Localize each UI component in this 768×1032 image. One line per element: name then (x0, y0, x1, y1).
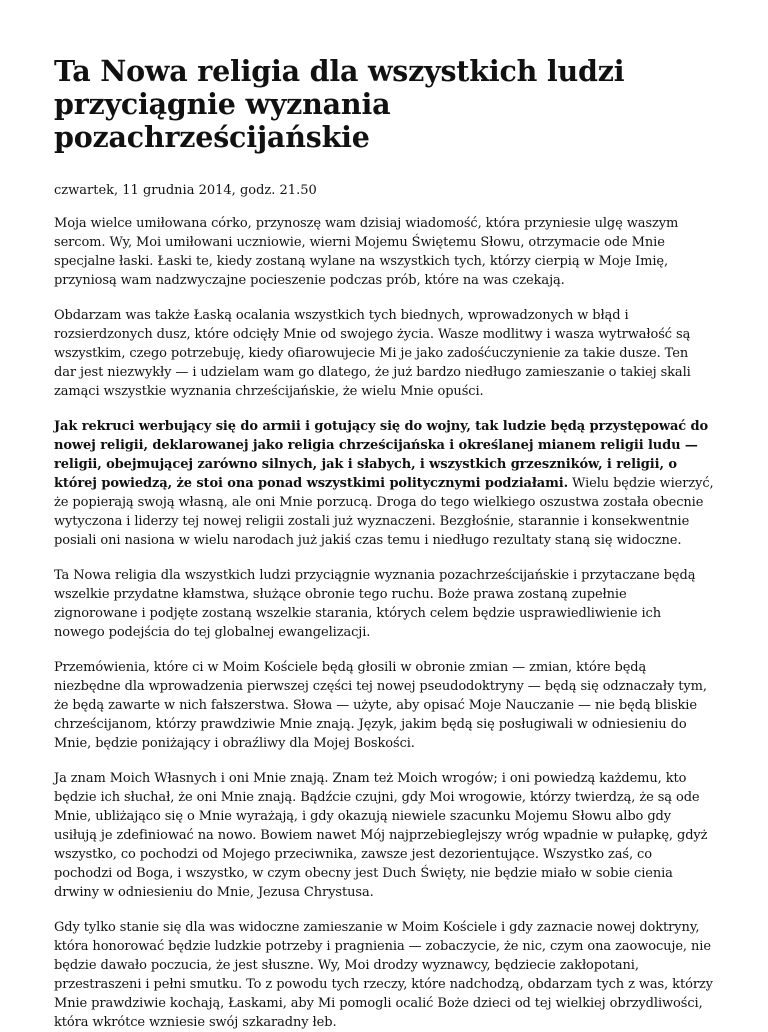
date-line: czwartek, 11 grudnia 2014, godz. 21.50 (54, 183, 317, 198)
title-line-1: Ta Nowa religia dla wszystkich ludzi (54, 54, 625, 88)
paragraph-5: Przemówienia, które ci w Moim Kościele będą głosili w obronie zmian — zmian, które będą niezbędne dla wprowadzenia pierwszej części tej nowej pseudodoktryny — będą się odznaczały tym, że będą zawarte w nich fałszerstwa. Słowa — użyte, aby opisać Moje Nauczanie — nie będą bliskie chrześcijanom, którzy prawdziwie Mnie znają. Język, jakim będą się posługiwali w odniesieniu do Mnie, będzie poniżający i obraźliwy dla Mojej Boskości. (54, 660, 707, 751)
paragraph-4: Ta Nowa religia dla wszystkich ludzi przyciągnie wyznania pozachrześcijańskie i przytaczane będą wszelkie przydatne kłamstwa, służące obronie tego ruchu. Boże prawa zostaną zupełnie zignorowane i podjęte zostaną wszelkie starania, których celem będzie usprawiedliwienie ich nowego podejścia do tej globalnej ewangelizacji. (54, 568, 696, 640)
paragraph-3-bold: Jak rekruci werbujący się do armii i gotujący się do wojny, tak ludzie będą przystępować do nowej religii, deklarowanej jako religia chrześcijańska i określanej mianem religii ludu — religii, obejmującej zarówno silnych, jak i słabych, i wszystkich grzeszników, i religii, o której powiedzą, że stoi ona ponad wszystkimi politycznymi podziałami. (54, 419, 709, 491)
page-title (54, 55, 714, 154)
paragraph-7: Gdy tylko stanie się dla was widoczne zamieszanie w Moim Kościele i gdy zaznacie nowej doktryny, która honorować będzie ludzkie potrzeby i pragnienia — zobaczycie, że nic, czym ona zaowocuje, nie będzie dawało poczucia, że jest słuszne. Wy, Moi drodzy wyznawcy, będziecie zakłopotani, przestraszeni i pełni smutku. To z powodu tych rzeczy, które nadchodzą, obdarzam tych z was, którzy Mnie prawdziwie kochają, Łaskami, aby Mi pomogli ocalić Boże dzieci od tej wielkiej obrzydliwości, która wkrótce wzniesie swój szkaradny łeb. (54, 920, 713, 1030)
title-line-2: przyciągnie wyznania pozachrześcijańskie (54, 87, 391, 154)
paragraph-2: Obdarzam was także Łaską ocalania wszystkich tych biednych, wprowadzonych w błąd i rozsierdzonych dusz, które odcięły Mnie od swojego życia. Wasze modlitwy i wasza wytrwałość są wszystkim, czego potrzebuję, kiedy ofiarowujecie Mi je jako zadośćuczynienie za takie dusze. Ten dar jest niezwykły — i udzielam wam go dlatego, że już bardzo niedługo zamieszanie o takiej skali zamąci wszystkie wyznania chrześcijańskie, że wielu Mnie opuści. (54, 308, 691, 399)
paragraph-6: Ja znam Moich Własnych i oni Mnie znają. Znam też Moich wrogów; i oni powiedzą każdemu, kto będzie ich słuchał, że oni Mnie znają. Bądźcie czujni, gdy Moi wrogowie, którzy twierdzą, że są ode Mnie, ubliżająco się o Mnie wyrażają, i gdy okazują niewiele szacunku Mojemu Słowu albo gdy usiłują je zdefiniować na nowo. Bowiem nawet Mój najprzebieglejszy wróg wpadnie w pułapkę, gdyż wszystko, co pochodzi od Mojego przeciwnika, zawsze jest dezorientujące. Wszystko zaś, co pochodzi od Boga, i wszystko, w czym obecny jest Duch Święty, nie będzie miało w sobie cienia drwiny w odniesieniu do Mnie, Jezusa Chrystusa. (54, 771, 708, 900)
paragraph-3-rest: Wielu będzie wierzyć, że popierają swoją własną, ale oni Mnie porzucą. Droga do tego wielkiego oszustwa została obecnie wytyczona i liderzy tej nowej religii zostali już wyznaczeni. Bezgłośnie, starannie i konsekwentnie posiali oni nasiona w wielu narodach już jakiś czas temu i niedługo rezultaty staną się widoczne. (54, 476, 714, 548)
paragraph-1: Moja wielce umiłowana córko, przynoszę wam dzisiaj wiadomość, która przyniesie ulgę waszym sercom. Wy, Moi umiłowani uczniowie, wierni Mojemu Świętemu Słowu, otrzymacie ode Mnie specjalne łaski. Łaski te, kiedy zostaną wylane na wszystkich tych, którzy cierpią w Moje Imię, przyniosą wam nadzwyczajne pocieszenie podczas prób, które na was czekają. (54, 216, 679, 288)
paragraph-3 (54, 417, 714, 550)
